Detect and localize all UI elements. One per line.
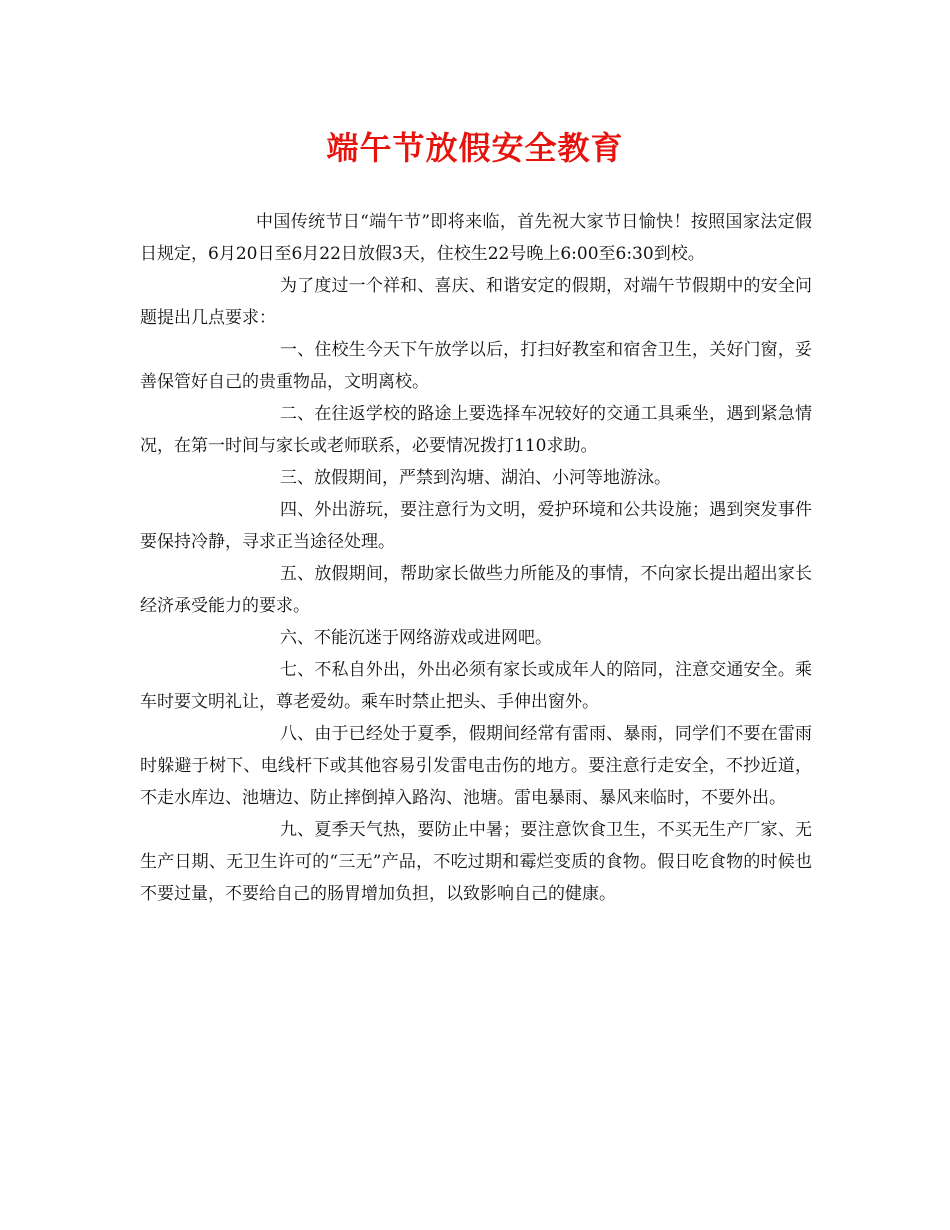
rule-item-4: 四、外出游玩，要注意行为文明，爱护环境和公共设施；遇到突发事件要保持冷静，寻求正当途径处理。 <box>140 500 812 552</box>
rule-item-6: 六、不能沉迷于网络游戏或进网吧。 <box>280 628 552 648</box>
document-body <box>140 206 812 910</box>
rule-item-1: 一、住校生今天下午放学以后，打扫好教室和宿舍卫生，关好门窗，妥善保管好自己的贵重物品，文明离校。 <box>140 340 812 392</box>
rule-item-9: 九、夏季天气热，要防止中暑；要注意饮食卫生，不买无生产厂家、无生产日期、无卫生许可的“三无”产品，不吃过期和霉烂变质的食物。假日吃食物的时候也不要过量，不要给自己的肠胃增加负担，以致影响自己的健康。 <box>140 820 812 904</box>
rule-item-5: 五、放假期间，帮助家长做些力所能及的事情，不向家长提出超出家长经济承受能力的要求。 <box>140 564 812 616</box>
rule-item-8: 八、由于已经处于夏季，假期间经常有雷雨、暴雨，同学们不要在雷雨时躲避于树下、电线杆下或其他容易引发雷电击伤的地方。要注意行走安全，不抄近道，不走水库边、池塘边、防止摔倒掉入路沟、池塘。雷电暴雨、暴风来临时，不要外出。 <box>140 724 812 808</box>
lead-paragraph: 为了度过一个祥和、喜庆、和谐安定的假期，对端午节假期中的安全问题提出几点要求： <box>140 276 812 328</box>
rule-item-7: 七、不私自外出，外出必须有家长或成年人的陪同，注意交通安全。乘车时要文明礼让，尊老爱幼。乘车时禁止把头、手伸出窗外。 <box>140 660 812 712</box>
rule-item-3: 三、放假期间，严禁到沟塘、湖泊、小河等地游泳。 <box>280 468 671 488</box>
rule-item-2: 二、在往返学校的路途上要选择车况较好的交通工具乘坐，遇到紧急情况，在第一时间与家长或老师联系，必要情况拨打110求助。 <box>140 404 812 456</box>
intro-paragraph: 中国传统节日“端午节”即将来临，首先祝大家节日愉快！按照国家法定假日规定，6月20日至6月22日放假3天，住校生22号晚上6:00至6:30到校。 <box>140 212 812 264</box>
page-title: 端午节放假安全教育 <box>326 129 624 167</box>
